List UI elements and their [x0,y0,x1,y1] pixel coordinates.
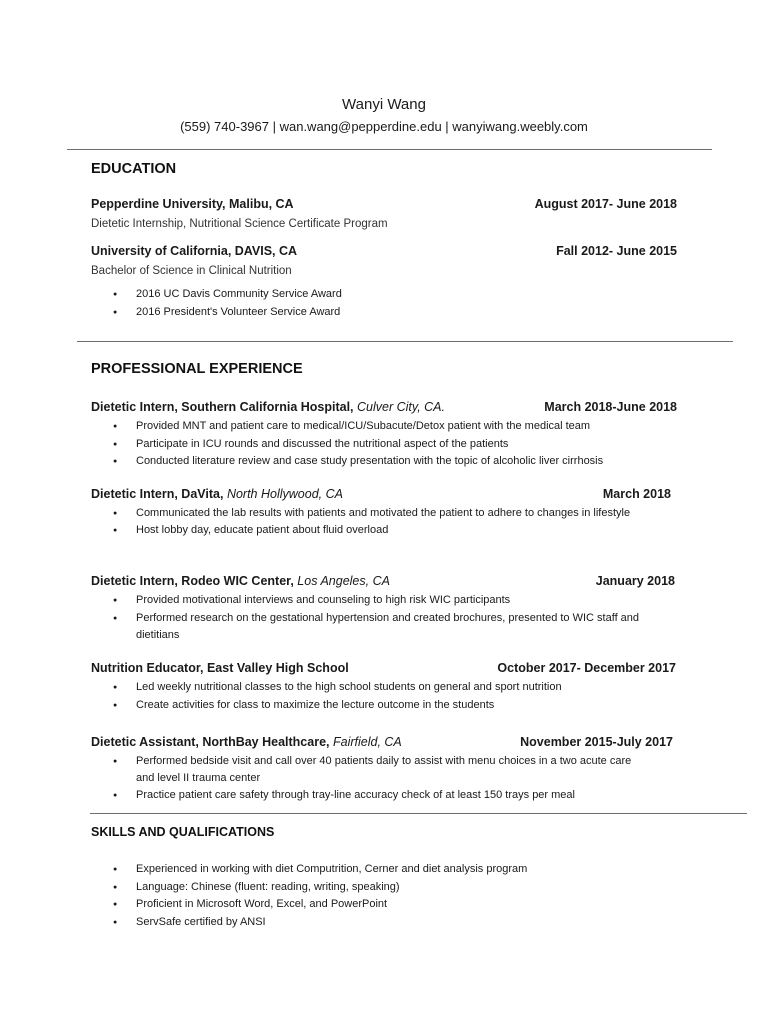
job-location: Los Angeles, CA [297,574,390,588]
education-heading: EDUCATION [91,161,177,177]
experience-heading: PROFESSIONAL EXPERIENCE [91,361,303,377]
list-item: ● Performed bedside visit and call over 40 patients daily to assist with menu choices in a two acute care and level II trauma center [113,753,638,787]
job-title: Dietetic Intern, Rodeo WIC Center, [91,574,294,588]
list-item: ● Led weekly nutritional classes to the high school students on general and sport nutrition [113,679,653,697]
program-name: Dietetic Internship, Nutritional Science Certificate Program [91,218,388,230]
resume-name: Wanyi Wang [342,96,426,113]
divider [77,341,733,342]
job-dates: January 2018 [595,574,675,588]
job-bullets [113,753,638,805]
list-item: ● Conducted literature review and case study presentation with the topic of alcoholic liver cirrhosis [113,453,653,471]
list-item: ● Language: Chinese (fluent: reading, writing, speaking) [113,879,653,897]
job-location: Fairfield, CA [333,735,402,749]
job-location: North Hollywood, CA [226,487,343,501]
list-item: ● Communicated the lab results with patients and motivated the patient to adhere to changes in lifestyle [113,505,633,522]
school-name: University of California, DAVIS, CA [91,244,298,258]
job-header [91,735,673,749]
job-location: Culver City, CA. [357,400,445,414]
education-dates: Fall 2012- June 2015 [556,244,677,258]
job-title: Dietetic Intern, Southern California Hospital, [91,400,354,414]
list-item: ● Host lobby day, educate patient about fluid overload [113,522,633,540]
education-dates: August 2017- June 2018 [534,197,677,211]
job-dates: October 2017- December 2017 [497,661,676,675]
job-header [91,400,677,414]
list-item: ● Experienced in working with diet Computrition, Cerner and diet analysis program [113,861,653,879]
job-header [91,661,676,675]
job-bullets [113,592,658,644]
divider [67,149,712,150]
program-name: Bachelor of Science in Clinical Nutrition [91,265,292,277]
list-item: ● Practice patient care safety through tray-line accuracy check of at least 150 trays per meal [113,787,638,805]
school-name: Pepperdine University, Malibu, CA [91,197,294,211]
list-item: ● Provided MNT and patient care to medical/ICU/Subacute/Detox patient with the medical team [113,418,653,436]
list-item: ● Create activities for class to maximize the lecture outcome in the students [113,697,653,715]
contact-line: (559) 740-3967 | wan.wang@pepperdine.edu | wanyiwang.weebly.com [180,119,588,134]
job-dates: March 2018-June 2018 [544,400,677,414]
job-title: Dietetic Assistant, NorthBay Healthcare, [91,735,330,749]
job-bullets [113,505,633,540]
skills-list [113,861,653,931]
list-item: ● Proficient in Microsoft Word, Excel, and PowerPoint [113,896,653,914]
education-entry-school [91,244,677,258]
list-item: ● Participate in ICU rounds and discussed the nutritional aspect of the patients [113,436,653,454]
skills-heading: SKILLS AND QUALIFICATIONS [91,825,275,839]
job-title: Nutrition Educator, East Valley High School [91,661,349,675]
job-bullets [113,679,653,714]
job-header [91,574,675,588]
list-item: ● Performed research on the gestational hypertension and created brochures, presented to WIC staff and dietitians [113,610,658,644]
job-title: Dietetic Intern, DaVita, [91,487,224,501]
award-list [113,286,653,321]
list-item: ● 2016 President's Volunteer Service Award [113,304,653,322]
divider [90,813,747,814]
list-item: ● ServSafe certified by ANSI [113,914,653,932]
job-bullets [113,418,653,471]
job-dates: March 2018 [602,487,671,501]
list-item: ● 2016 UC Davis Community Service Award [113,286,653,304]
education-entry-school [91,197,677,211]
job-dates: November 2015-July 2017 [520,735,673,749]
list-item: ● Provided motivational interviews and counseling to high risk WIC participants [113,592,658,610]
job-header [91,487,671,501]
